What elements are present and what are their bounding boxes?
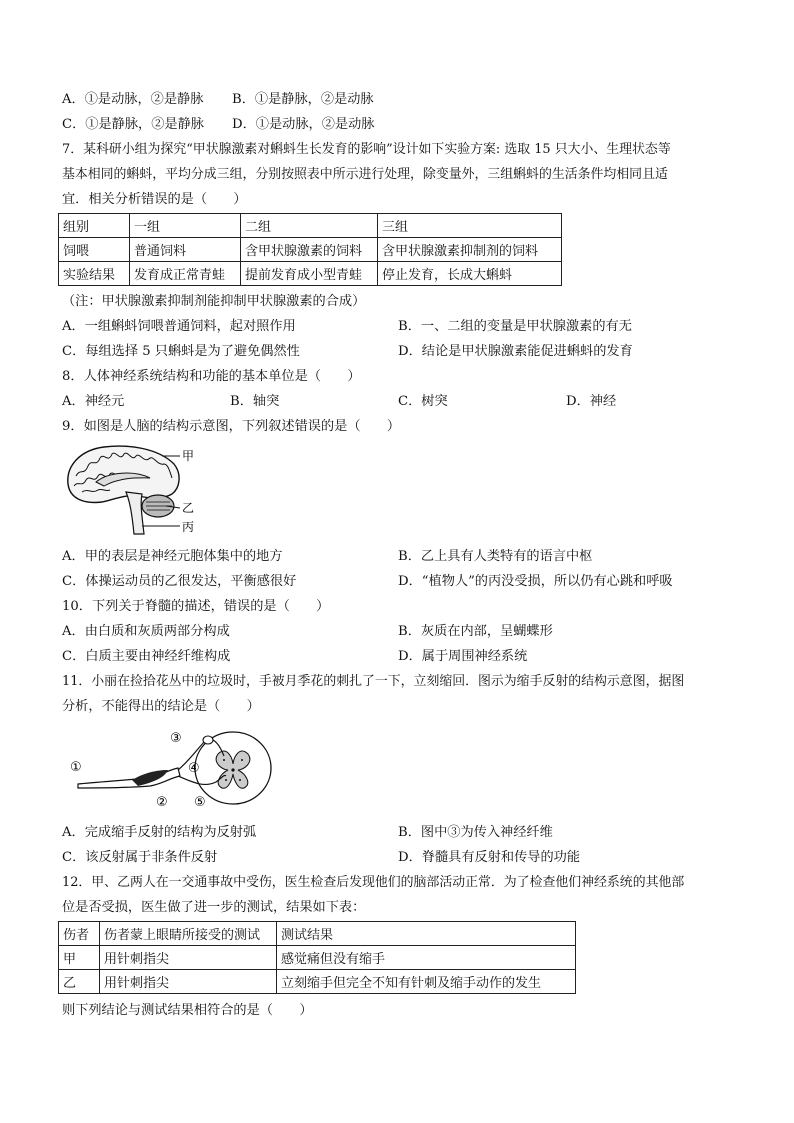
table-cell: 用针刺指尖 — [100, 970, 277, 994]
table-cell: 含甲状腺激素抑制剂的饲料 — [378, 238, 562, 262]
q11-stem-line1: 11．小丽在捡拾花丛中的垃圾时，手被月季花的刺扎了一下，立刻缩回．图示为缩手反射的结构示意图，据图 — [62, 674, 685, 689]
reflex-label-4: ④ — [188, 761, 200, 776]
brain-label-bing: 丙 — [182, 520, 195, 534]
table-cell: 二组 — [241, 214, 378, 238]
q11-option-c: C．该反射属于非条件反射 — [62, 850, 218, 865]
q8-stem: 8．人体神经系统结构和功能的基本单位是（ ） — [62, 369, 361, 384]
brain-label-yi: 乙 — [182, 501, 195, 515]
table-cell: 一组 — [130, 214, 241, 238]
q12-stem-line2: 位是否受损，医生做了进一步的测试，结果如下表： — [62, 900, 366, 915]
q7-option-b: B．一、二组的变量是甲状腺激素的有无 — [398, 319, 632, 334]
q6-option-b: B．①是静脉，②是动脉 — [232, 92, 374, 107]
reflex-arc-diagram — [68, 726, 278, 812]
table-cell: 实验结果 — [59, 262, 130, 286]
table-cell: 测试结果 — [277, 922, 576, 946]
reflex-label-1: ① — [70, 760, 82, 775]
table-cell: 停止发育，长成大蝌蚪 — [378, 262, 562, 286]
q6-option-c: C．①是静脉，②是静脉 — [62, 117, 204, 132]
q10-stem: 10．下列关于脊髓的描述，错误的是（ ） — [62, 599, 330, 614]
q10-option-a: A．由白质和灰质两部分构成 — [62, 624, 230, 639]
table-row — [59, 970, 576, 994]
table-row — [59, 262, 562, 286]
q7-stem-line2: 基本相同的蝌蚪，平均分成三组，分别按照表中所示进行处理，除变量外，三组蝌蚪的生活条件均相同且适 — [62, 167, 668, 182]
q12-table — [58, 921, 576, 994]
reflex-label-2: ② — [156, 795, 168, 810]
q11-option-d: D．脊髓具有反射和传导的功能 — [398, 850, 581, 865]
q6-option-a: A．①是动脉，②是静脉 — [62, 92, 204, 107]
table-cell: 含甲状腺激素的饲料 — [241, 238, 378, 262]
q10-option-b: B．灰质在内部，呈蝴蝶形 — [398, 624, 553, 639]
q9-option-a: A．甲的表层是神经元胞体集中的地方 — [62, 549, 283, 564]
table-cell: 用针刺指尖 — [100, 946, 277, 970]
table-header-row — [59, 214, 562, 238]
q11-option-b: B．图中③为传入神经纤维 — [398, 825, 553, 840]
table-cell: 甲 — [59, 946, 100, 970]
q7-option-d: D．结论是甲状腺激素能促进蝌蚪的发育 — [398, 344, 633, 359]
table-row — [59, 238, 562, 262]
table-cell: 感觉痛但没有缩手 — [277, 946, 576, 970]
table-cell: 立刻缩手但完全不知有针刺及缩手动作的发生 — [277, 970, 576, 994]
q9-option-c: C．体操运动员的乙很发达，平衡感很好 — [62, 574, 297, 589]
q9-option-d: D．“植物人”的丙没受损，所以仍有心跳和呼吸 — [398, 574, 673, 589]
brain-label-jia: 甲 — [182, 449, 195, 463]
q7-table — [58, 213, 562, 286]
q11-stem-line2: 分析，不能得出的结论是（ ） — [62, 699, 260, 714]
table-cell: 组别 — [59, 214, 130, 238]
table-cell: 乙 — [59, 970, 100, 994]
q8-option-a: A．神经元 — [62, 394, 125, 409]
q7-stem-line1: 7．某科研小组为探究“甲状腺激素对蝌蚪生长发育的影响”设计如下实验方案: 选取 15 只大小、生理状态等 — [62, 142, 671, 157]
table-cell: 伤者蒙上眼睛所接受的测试 — [100, 922, 277, 946]
q9-stem: 9．如图是人脑的结构示意图，下列叙述错误的是（ ） — [62, 419, 401, 434]
reflex-label-3: ③ — [170, 731, 182, 746]
q9-option-b: B．乙上具有人类特有的语言中枢 — [398, 549, 593, 564]
q7-option-c: C．每组选择 5 只蝌蚪是为了避免偶然性 — [62, 344, 300, 359]
q7-note: （注：甲状腺激素抑制剂能抑制甲状腺激素的合成） — [62, 294, 366, 309]
q7-option-a: A．一组蝌蚪饲喂普通饲料，起对照作用 — [62, 319, 296, 334]
table-header-row — [59, 922, 576, 946]
table-row — [59, 946, 576, 970]
q12-followup: 则下列结论与测试结果相符合的是（ ） — [62, 1003, 313, 1018]
q11-option-a: A．完成缩手反射的结构为反射弧 — [62, 825, 257, 840]
reflex-label-5: ⑤ — [194, 795, 206, 810]
q8-option-c: C．树突 — [398, 394, 448, 409]
table-cell: 普通饲料 — [130, 238, 241, 262]
q10-option-d: D．属于周围神经系统 — [398, 649, 528, 664]
q8-option-d: D．神经 — [566, 394, 617, 409]
q8-option-b: B．轴突 — [230, 394, 280, 409]
brain-diagram — [62, 442, 202, 537]
q12-stem-line1: 12．甲、乙两人在一交通事故中受伤，医生检查后发现他们的脑部活动正常．为了检查他们神经系统的其他部 — [62, 875, 685, 890]
q7-stem-line3: 宜．相关分析错误的是（ ） — [62, 192, 247, 207]
table-cell: 饲喂 — [59, 238, 130, 262]
q6-option-d: D．①是动脉，②是动脉 — [232, 117, 375, 132]
table-cell: 伤者 — [59, 922, 100, 946]
table-cell: 三组 — [378, 214, 562, 238]
q10-option-c: C．白质主要由神经纤维构成 — [62, 649, 231, 664]
table-cell: 发育成正常青蛙 — [130, 262, 241, 286]
table-cell: 提前发育成小型青蛙 — [241, 262, 378, 286]
